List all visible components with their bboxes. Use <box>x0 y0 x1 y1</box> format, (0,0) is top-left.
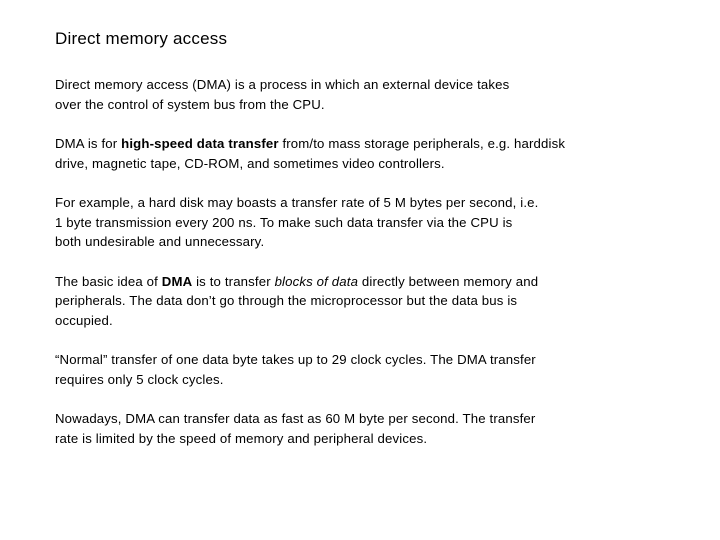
text-line <box>55 409 655 429</box>
text-line <box>55 95 655 115</box>
text-run: is to transfer <box>192 273 275 289</box>
text-run: requires only 5 clock cycles. <box>55 371 224 387</box>
text-line <box>55 291 655 311</box>
slide-title: Direct memory access <box>55 29 228 48</box>
slide-content <box>55 28 655 468</box>
paragraph-1 <box>55 75 655 114</box>
italic-text: blocks of data <box>274 273 359 289</box>
text-line <box>55 213 655 233</box>
text-line <box>55 75 655 95</box>
text-line <box>55 154 655 174</box>
text-run: directly between memory and <box>358 273 539 289</box>
text-line <box>55 232 655 252</box>
text-line <box>55 193 655 213</box>
text-run: peripherals. The data don’t go through the microprocessor but the data bus is <box>55 293 518 308</box>
paragraph-4 <box>55 272 655 331</box>
text-run: 1 byte transmission every 200 ns. To make such data transfer via the CPU is <box>55 214 513 230</box>
text-line <box>55 350 655 370</box>
text-line <box>55 429 655 449</box>
text-line <box>55 272 655 292</box>
paragraph-5 <box>55 350 655 389</box>
text-run: from/to mass storage peripherals, e.g. harddisk <box>278 136 566 151</box>
text-run: For example, a hard disk may boasts a transfer rate of 5 M bytes per second, i.e. <box>55 195 539 210</box>
slide-body <box>55 75 655 448</box>
text-run: “Normal” transfer of one data byte takes up to 29 clock cycles. The DMA transfer <box>55 352 536 367</box>
text-run: occupied. <box>55 312 113 328</box>
bold-text: high-speed data transfer <box>121 136 279 151</box>
text-run: over the control of system bus from the CPU. <box>55 96 325 112</box>
text-run: DMA is for <box>55 136 122 151</box>
text-line <box>55 134 655 154</box>
text-run: Nowadays, DMA can transfer data as fast as 60 M byte per second. The transfer <box>55 411 536 426</box>
paragraph-6 <box>55 409 655 448</box>
text-line <box>55 370 655 390</box>
text-run: both undesirable and unnecessary. <box>55 234 265 249</box>
text-run: Direct memory access (DMA) is a process in which an external device takes <box>55 77 510 92</box>
bold-text: DMA <box>161 273 193 289</box>
text-run: drive, magnetic tape, CD-ROM, and sometimes video controllers. <box>55 155 445 171</box>
text-line <box>55 311 655 331</box>
paragraph-3 <box>55 193 655 252</box>
text-run: rate is limited by the speed of memory and peripheral devices. <box>55 430 428 446</box>
paragraph-2 <box>55 134 655 173</box>
text-run: The basic idea of <box>55 273 162 289</box>
